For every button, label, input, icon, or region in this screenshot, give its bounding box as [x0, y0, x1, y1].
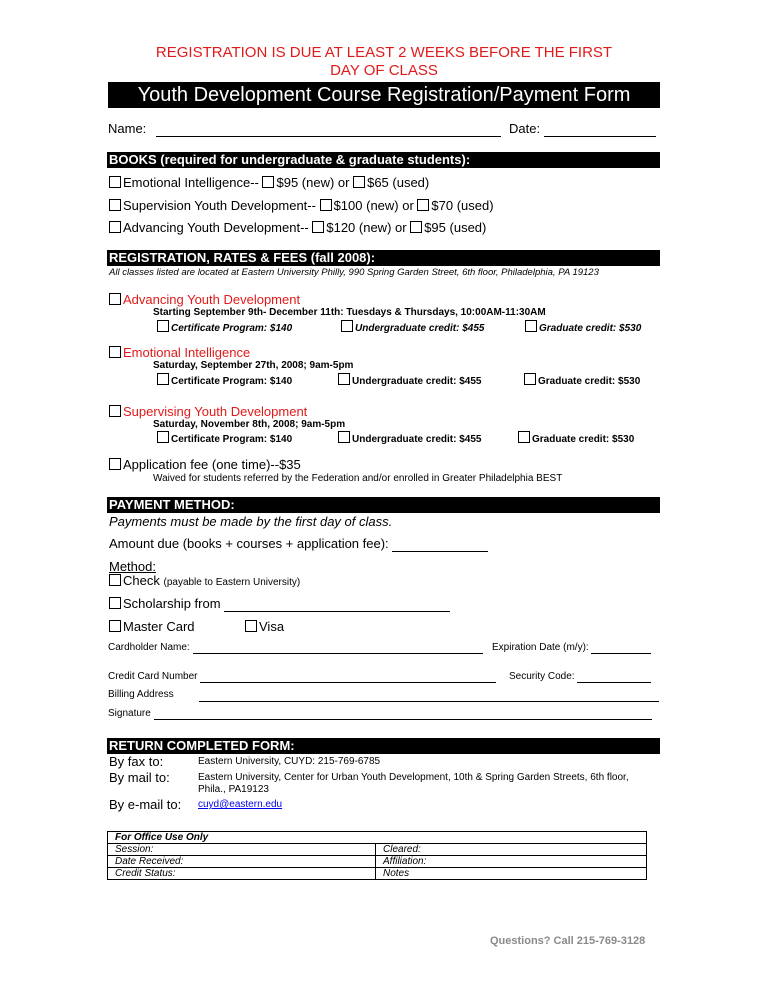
- email-link[interactable]: cuyd@eastern.edu: [198, 799, 283, 810]
- date-row: [509, 121, 656, 137]
- email-label: [109, 797, 181, 812]
- book-item-1: [109, 175, 429, 190]
- book-item-2: [109, 198, 494, 213]
- book-2-new-checkbox[interactable]: [320, 199, 332, 211]
- amount-due-label: Amount due (books + courses + application fee):: [109, 536, 389, 551]
- security-code-row: [509, 671, 651, 683]
- book-3-used-checkbox[interactable]: [410, 221, 422, 233]
- course-1-ug: [341, 320, 485, 334]
- app-fee-checkbox[interactable]: [109, 458, 121, 470]
- course-1-grad: [525, 320, 641, 334]
- deadline-notice: [0, 44, 768, 80]
- scholarship-label: Scholarship from: [123, 596, 221, 611]
- payment-header-text: PAYMENT METHOD:: [109, 497, 235, 512]
- payment-note-text: Payments must be made by the first day of class.: [109, 514, 393, 529]
- course-3-cert: [157, 431, 292, 445]
- fax-label: [109, 754, 163, 769]
- billing-field[interactable]: [199, 701, 659, 702]
- course-2-grad: [524, 373, 640, 387]
- form-title-text: Youth Development Course Registration/Payment Form: [137, 84, 631, 106]
- registration-location-text: All classes listed are located at Eastern University Philly, 990 Spring Garden Street, 6th floor, Philadelphia, PA 19123: [109, 267, 599, 278]
- course-1-checkbox[interactable]: [109, 293, 121, 305]
- course-2-cert-label: Certificate Program: $140: [171, 376, 293, 387]
- course-1-schedule-text: Starting September 9th- December 11th: Tuesdays & Thursdays, 10:00AM-11:30AM: [153, 307, 546, 318]
- cardholder-label: Cardholder Name:: [108, 642, 190, 653]
- cc-number-row: [108, 671, 496, 683]
- course-1-cert: [157, 320, 292, 334]
- course-1-grad-checkbox[interactable]: [525, 320, 537, 332]
- check-note: (payable to Eastern University): [163, 577, 301, 588]
- expiration-field[interactable]: [591, 642, 651, 654]
- course-1-ug-checkbox[interactable]: [341, 320, 353, 332]
- book-1-new: $95 (new) or: [276, 175, 350, 190]
- deadline-notice-line1: REGISTRATION IS DUE AT LEAST 2 WEEKS BEFORE THE FIRST: [155, 44, 613, 61]
- footer-questions: [490, 935, 645, 947]
- amount-due-row: [109, 536, 488, 552]
- signature-label: Signature: [108, 708, 151, 719]
- course-2-grad-checkbox[interactable]: [524, 373, 536, 385]
- course-3-title: Supervising Youth Development: [123, 404, 308, 419]
- mail-value-line1: Eastern University, Center for Urban Youth Development, 10th & Spring Garden Streets, 6th floor,: [198, 772, 629, 783]
- name-field[interactable]: [156, 121, 501, 137]
- course-3-checkbox[interactable]: [109, 405, 121, 417]
- course-1-title: Advancing Youth Development: [123, 292, 301, 307]
- table-row: [108, 868, 647, 880]
- table-row: [108, 856, 647, 868]
- course-1-grad-label: Graduate credit: $530: [539, 323, 642, 334]
- course-3-schedule: [153, 419, 345, 430]
- security-code-field[interactable]: [577, 671, 651, 683]
- course-3-grad-checkbox[interactable]: [518, 431, 530, 443]
- book-2-used-checkbox[interactable]: [417, 199, 429, 211]
- office-use-table: [107, 831, 647, 880]
- visa-checkbox[interactable]: [245, 620, 257, 632]
- office-use-header: For Office Use Only: [108, 832, 647, 844]
- expiration-row: [492, 642, 651, 654]
- check-label: Check: [123, 573, 160, 588]
- course-2-title-row: [109, 345, 250, 360]
- book-1-used: $65 (used): [367, 175, 430, 190]
- mail-value-line2: Phila., PA19123: [198, 784, 269, 795]
- mail-label: [109, 770, 170, 785]
- book-2-used: $70 (used): [431, 198, 494, 213]
- check-checkbox[interactable]: [109, 574, 121, 586]
- book-1-checkbox[interactable]: [109, 176, 121, 188]
- app-fee-note-text: Waived for students referred by the Federation and/or enrolled in Greater Philadelphia BEST: [153, 473, 563, 484]
- master-card-label: Master Card: [123, 619, 195, 634]
- payment-header: [107, 497, 660, 513]
- app-fee-row: [109, 457, 301, 472]
- office-notes: Notes: [376, 868, 647, 880]
- office-session: Session:: [108, 844, 376, 856]
- date-field[interactable]: [544, 121, 656, 137]
- return-header-text: RETURN COMPLETED FORM:: [109, 738, 295, 753]
- course-3-ug-label: Undergraduate credit: $455: [352, 434, 482, 445]
- email-label-text: By e-mail to:: [109, 797, 182, 812]
- course-2-schedule: [153, 360, 353, 371]
- book-item-3: [109, 220, 486, 235]
- registration-header-text: REGISTRATION, RATES & FEES (fall 2008):: [109, 250, 376, 265]
- course-1-cert-label: Certificate Program: $140: [171, 323, 293, 334]
- scholarship-field[interactable]: [224, 596, 450, 612]
- date-label: Date:: [509, 121, 541, 136]
- visa-row: [245, 619, 284, 634]
- table-row: [108, 844, 647, 856]
- name-row: [108, 121, 501, 137]
- payment-note: [109, 514, 392, 529]
- scholarship-checkbox[interactable]: [109, 597, 121, 609]
- course-3-schedule-text: Saturday, November 8th, 2008; 9am-5pm: [153, 419, 346, 430]
- mail-value: [198, 772, 629, 796]
- course-2-schedule-text: Saturday, September 27th, 2008; 9am-5pm: [153, 360, 354, 371]
- cardholder-row: [108, 642, 483, 654]
- book-3-new: $120 (new) or: [326, 220, 407, 235]
- email-value: [198, 799, 282, 810]
- office-affiliation: Affiliation:: [376, 856, 647, 868]
- expiration-label: Expiration Date (m/y):: [492, 642, 589, 653]
- book-2-checkbox[interactable]: [109, 199, 121, 211]
- app-fee-note: [153, 473, 562, 484]
- book-3-used: $95 (used): [424, 220, 487, 235]
- form-title: [108, 82, 660, 108]
- book-1-used-checkbox[interactable]: [353, 176, 365, 188]
- course-2-ug-label: Undergraduate credit: $455: [352, 376, 482, 387]
- course-2-checkbox[interactable]: [109, 346, 121, 358]
- book-2-new: $100 (new) or: [333, 198, 414, 213]
- deadline-notice-line2: DAY OF CLASS: [330, 62, 438, 79]
- course-3-grad: [518, 431, 634, 445]
- master-card-checkbox[interactable]: [109, 620, 121, 632]
- course-1-ug-label: Undergraduate credit: $455: [355, 323, 485, 334]
- course-3-cert-label: Certificate Program: $140: [171, 434, 293, 445]
- amount-due-field[interactable]: [392, 536, 488, 552]
- course-3-grad-label: Graduate credit: $530: [532, 434, 635, 445]
- office-date-received: Date Received:: [108, 856, 376, 868]
- return-header: [107, 738, 660, 754]
- course-2-cert: [157, 373, 292, 387]
- book-2-label: Supervision Youth Development--: [123, 198, 316, 213]
- visa-label: Visa: [259, 619, 285, 634]
- master-card-row: [109, 619, 195, 634]
- office-cleared: Cleared:: [376, 844, 647, 856]
- course-2-grad-label: Graduate credit: $530: [538, 376, 641, 387]
- book-1-new-checkbox[interactable]: [262, 176, 274, 188]
- course-3-cert-checkbox[interactable]: [157, 431, 169, 443]
- name-label: Name:: [108, 121, 147, 136]
- course-2-ug-checkbox[interactable]: [338, 373, 350, 385]
- books-header: [107, 152, 660, 168]
- course-2-title: Emotional Intelligence: [123, 345, 251, 360]
- cc-number-field[interactable]: [200, 671, 496, 683]
- course-3-title-row: [109, 404, 307, 419]
- fax-value: [198, 756, 380, 767]
- cc-number-label: Credit Card Number: [108, 671, 198, 682]
- signature-row: [108, 708, 652, 720]
- book-3-label: Advancing Youth Development--: [123, 220, 309, 235]
- signature-field[interactable]: [154, 708, 652, 720]
- fax-label-text: By fax to:: [109, 754, 164, 769]
- registration-header: [107, 250, 660, 266]
- book-1-label: Emotional Intelligence--: [123, 175, 259, 190]
- security-code-label: Security Code:: [509, 671, 575, 682]
- check-row: [109, 573, 300, 588]
- mail-label-text: By mail to:: [109, 770, 170, 785]
- book-3-checkbox[interactable]: [109, 221, 121, 233]
- course-2-cert-checkbox[interactable]: [157, 373, 169, 385]
- office-credit-status: Credit Status:: [108, 868, 376, 880]
- cardholder-field[interactable]: [193, 642, 483, 654]
- office-use-header-row: [108, 832, 647, 844]
- method-label-text: Method:: [109, 559, 156, 574]
- course-3-ug: [338, 431, 482, 445]
- scholarship-row: [109, 596, 450, 612]
- course-2-ug: [338, 373, 482, 387]
- course-1-title-row: [109, 292, 300, 307]
- method-label: [109, 559, 156, 574]
- billing-row: [108, 689, 174, 700]
- fax-value-text: Eastern University, CUYD: 215-769-6785: [198, 756, 381, 767]
- course-1-cert-checkbox[interactable]: [157, 320, 169, 332]
- books-header-text: BOOKS (required for undergraduate & graduate students):: [109, 152, 471, 167]
- app-fee-label: Application fee (one time)--$35: [123, 457, 301, 472]
- registration-location: [109, 267, 599, 278]
- course-3-ug-checkbox[interactable]: [338, 431, 350, 443]
- billing-label: Billing Address: [108, 689, 174, 700]
- footer-questions-text: Questions? Call 215-769-3128: [490, 935, 646, 947]
- book-3-new-checkbox[interactable]: [312, 221, 324, 233]
- course-1-schedule: [153, 307, 546, 318]
